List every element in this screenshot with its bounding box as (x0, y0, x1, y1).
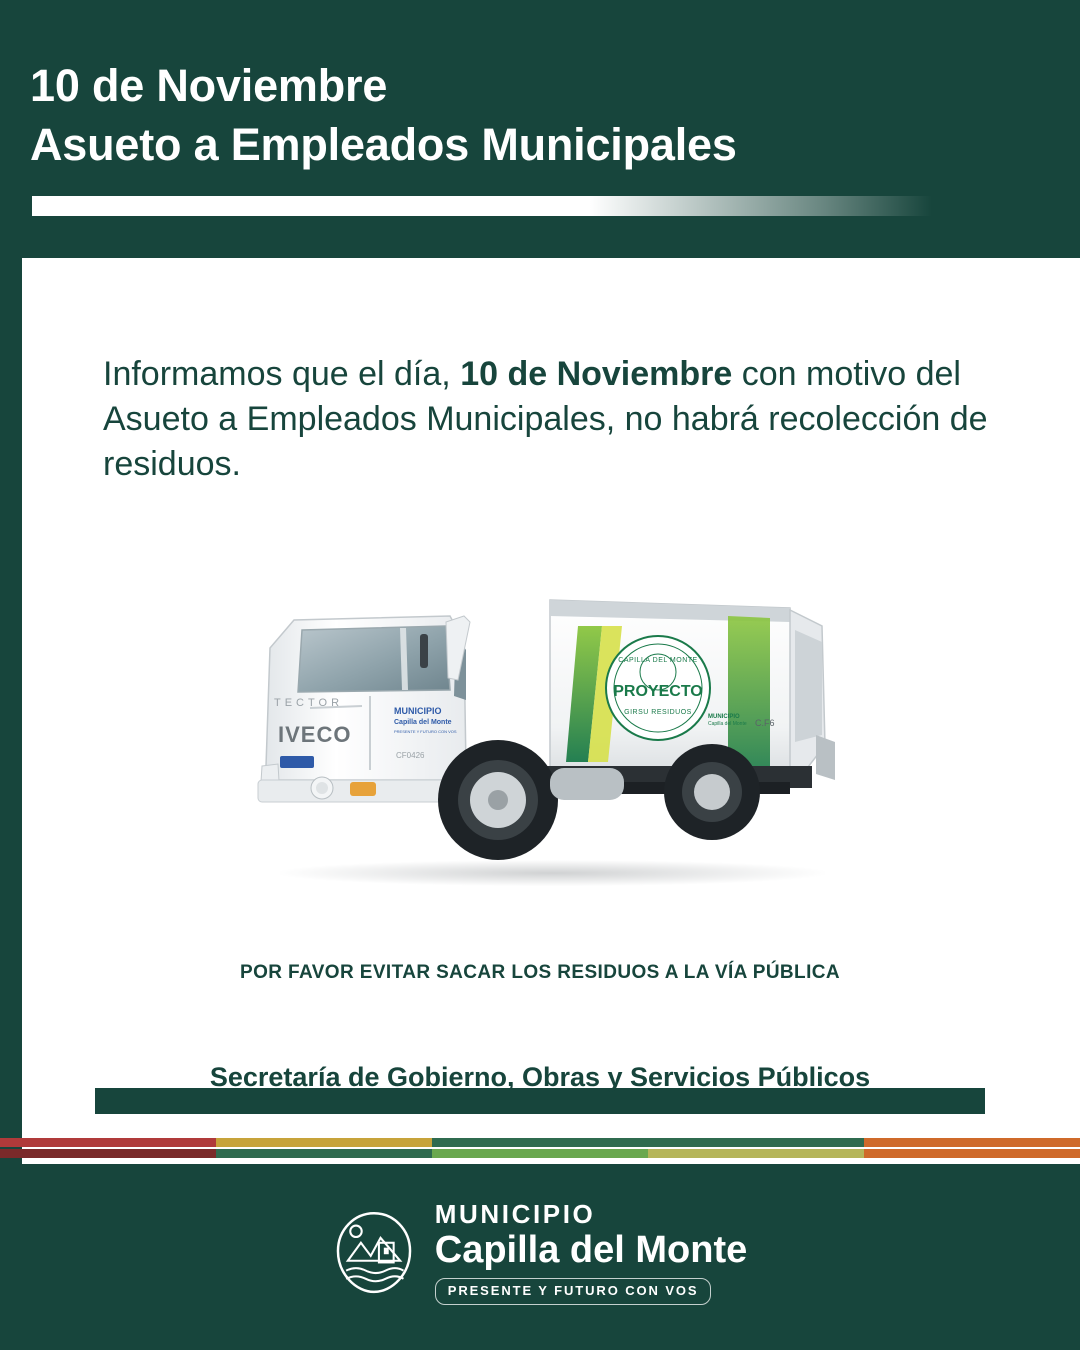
stripe-top-5 (864, 1138, 1080, 1147)
svg-text:Capilla del Monte: Capilla del Monte (394, 719, 452, 726)
footer-logo-group (0, 1200, 1080, 1305)
brand-city-name: Capilla del Monte (434, 1228, 748, 1271)
svg-text:MUNICIPIO: MUNICIPIO (394, 706, 442, 716)
stripe-top-3 (432, 1138, 648, 1147)
public-notice-text: POR FAVOR EVITAR SACAR LOS RESIDUOS A LA VÍA PÚBLICA (240, 962, 840, 983)
svg-text:CF0426: CF0426 (396, 751, 425, 760)
stripe-top-1 (0, 1138, 216, 1147)
secretaria-label: Secretaría de Gobierno, Obras y Servicios Públicos (209, 1062, 871, 1092)
stripe-top-4 (648, 1138, 864, 1147)
municipality-crest-icon (333, 1210, 415, 1296)
brand-tagline: PRESENTE Y FUTURO CON VOS (447, 1283, 699, 1299)
brand-tagline-box (435, 1278, 712, 1305)
svg-text:PRESENTE Y FUTURO CON VOS: PRESENTE Y FUTURO CON VOS (394, 729, 457, 734)
svg-text:TECTOR: TECTOR (274, 697, 344, 709)
stripe-bottom-3 (432, 1149, 648, 1158)
svg-text:PROYECTO: PROYECTO (613, 683, 703, 700)
stripe-bottom-1 (0, 1149, 216, 1158)
announcement-part-1: Informamos que el día, (103, 355, 461, 393)
svg-text:CAPILLA DEL MONTE: CAPILLA DEL MONTE (618, 657, 698, 664)
title-line-2: Asueto a Empleados Municipales (30, 119, 737, 171)
stripe-top-2 (216, 1138, 432, 1147)
brand-lockup (435, 1200, 747, 1305)
announcement-part-2: con motivo del Asueto a Empleados Municipales, no habrá recolección de residuos. (103, 355, 988, 484)
header-banner (22, 0, 1080, 258)
announcement-date-highlight: 10 de Noviembre (460, 355, 733, 393)
truck-shadow (280, 860, 825, 886)
svg-text:MUNICIPIO: MUNICIPIO (708, 714, 740, 720)
garbage-truck-image (250, 530, 850, 930)
svg-text:GIRSU RESIDUOS: GIRSU RESIDUOS (624, 709, 692, 716)
brand-municipio-label: MUNICIPIO (434, 1199, 596, 1229)
svg-text:Capilla del Monte: Capilla del Monte (708, 721, 747, 727)
page-title (30, 56, 1030, 175)
footer-banner (0, 1164, 1080, 1350)
svg-text:C.F6: C.F6 (755, 718, 775, 728)
front-wheel (438, 740, 558, 860)
title-line-1: 10 de Noviembre (30, 60, 388, 111)
color-stripes (0, 1138, 1080, 1164)
announcement-text (103, 352, 1003, 488)
header-divider-bar (32, 196, 932, 216)
secretaria-banner (95, 1062, 985, 1114)
svg-text:IVECO: IVECO (278, 722, 352, 747)
stripe-bottom-2 (216, 1149, 432, 1158)
stripe-bottom-4 (648, 1149, 864, 1158)
stripe-bottom-5 (864, 1149, 1080, 1158)
rear-wheel (664, 744, 760, 840)
